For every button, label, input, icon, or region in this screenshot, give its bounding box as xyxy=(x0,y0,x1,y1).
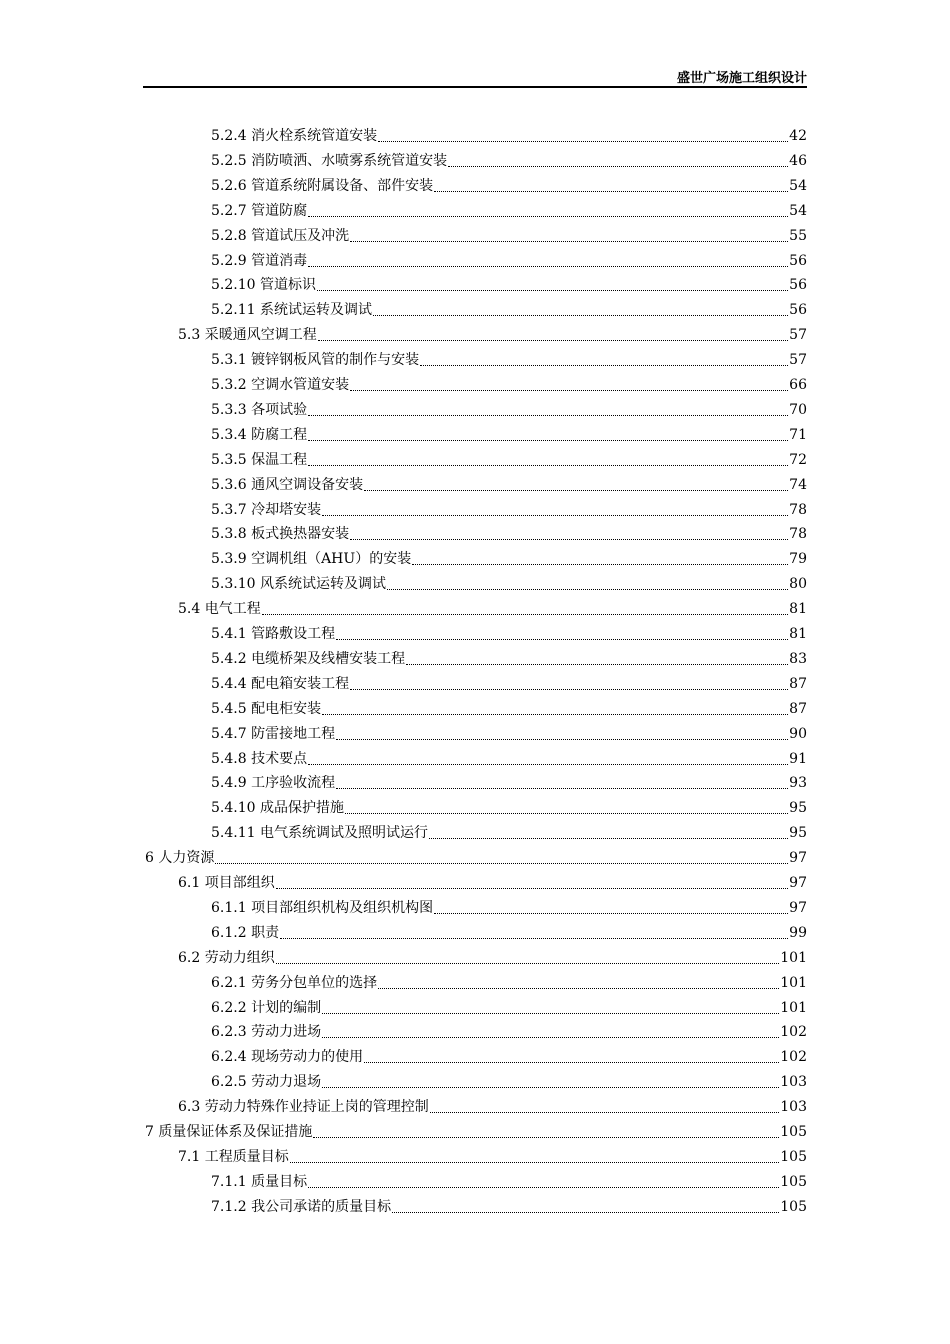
toc-entry-page-number: 101 xyxy=(780,974,807,991)
toc-entry-label: 6.2.5 劳动力退场 xyxy=(211,1074,322,1091)
toc-entry-page-number: 54 xyxy=(789,202,807,219)
dot-leader xyxy=(335,622,789,647)
toc-entry[interactable] xyxy=(211,1070,807,1095)
dot-leader xyxy=(363,473,789,498)
toc-entry-page-number: 101 xyxy=(780,949,807,966)
dot-leader xyxy=(307,249,789,274)
toc-entry-page-number: 91 xyxy=(789,750,807,767)
dot-leader xyxy=(447,149,789,174)
dot-leader xyxy=(307,1170,780,1195)
toc-entry-page-number: 103 xyxy=(780,1074,807,1091)
toc-entry[interactable] xyxy=(211,149,807,174)
toc-entry-label: 6.2.3 劳动力进场 xyxy=(211,1024,322,1041)
toc-entry[interactable] xyxy=(211,622,807,647)
toc-entry[interactable] xyxy=(211,996,807,1021)
toc-entry-label: 6.2.1 劳务分包单位的选择 xyxy=(211,974,378,991)
toc-entry[interactable] xyxy=(178,323,807,348)
toc-entry-page-number: 46 xyxy=(789,152,807,169)
toc-entry-label: 5.4.5 配电柜安装 xyxy=(211,700,322,717)
toc-entry-label: 5.4.10 成品保护措施 xyxy=(211,800,344,817)
toc-entry[interactable] xyxy=(211,722,807,747)
toc-entry[interactable] xyxy=(211,249,807,274)
toc-entry-label: 5.3.5 保温工程 xyxy=(211,451,308,468)
toc-entry-page-number: 102 xyxy=(780,1024,807,1041)
dot-leader xyxy=(411,547,789,572)
toc-entry-label: 6.2.4 现场劳动力的使用 xyxy=(211,1049,364,1066)
toc-entry[interactable] xyxy=(211,423,807,448)
toc-entry[interactable] xyxy=(178,1095,807,1120)
toc-entry-label: 6 人力资源 xyxy=(145,850,215,867)
toc-entry-page-number: 42 xyxy=(789,128,807,144)
dot-leader xyxy=(377,971,780,996)
dot-leader xyxy=(307,423,789,448)
toc-entry-page-number: 78 xyxy=(789,526,807,543)
toc-entry[interactable] xyxy=(211,448,807,473)
toc-entry-page-number: 95 xyxy=(789,825,807,842)
toc-entry[interactable] xyxy=(211,498,807,523)
toc-entry-page-number: 102 xyxy=(780,1049,807,1066)
toc-entry-page-number: 83 xyxy=(789,650,807,667)
toc-entry-label: 5.4.1 管路敷设工程 xyxy=(211,626,336,642)
toc-entry[interactable] xyxy=(211,896,807,921)
toc-entry-label: 6.1 项目部组织 xyxy=(178,875,275,891)
dot-leader xyxy=(307,448,789,473)
toc-entry[interactable] xyxy=(145,1120,807,1145)
toc-entry-label: 5.2.5 消防喷洒、水喷雾系统管道安装 xyxy=(211,152,448,169)
toc-entry-page-number: 66 xyxy=(789,377,807,393)
toc-entry-label: 5.3.3 各项试验 xyxy=(211,401,308,418)
toc-entry[interactable] xyxy=(211,398,807,423)
toc-entry-label: 5.2.8 管道试压及冲洗 xyxy=(211,227,350,244)
toc-entry[interactable] xyxy=(178,871,807,896)
dot-leader xyxy=(261,597,789,622)
dot-leader xyxy=(433,896,789,921)
toc-entry-label: 5.2.11 系统试运转及调试 xyxy=(211,302,372,319)
toc-entry[interactable] xyxy=(211,224,807,249)
dot-leader xyxy=(386,572,789,597)
toc-entry-page-number: 105 xyxy=(780,1148,807,1165)
toc-entry[interactable] xyxy=(211,373,807,398)
toc-entry-label: 5.3.4 防腐工程 xyxy=(211,426,308,443)
toc-entry-page-number: 87 xyxy=(789,700,807,717)
toc-entry[interactable] xyxy=(211,572,807,597)
toc-entry-label: 5.2.9 管道消毒 xyxy=(211,252,308,269)
dot-leader xyxy=(321,697,789,722)
dot-leader xyxy=(377,124,789,149)
toc-entry[interactable] xyxy=(211,199,807,224)
dot-leader xyxy=(419,348,789,373)
toc-entry[interactable] xyxy=(211,473,807,498)
dot-leader xyxy=(275,871,789,896)
dot-leader xyxy=(275,946,781,971)
toc-entry-page-number: 80 xyxy=(789,576,807,593)
toc-entry-label: 5.4.4 配电箱安装工程 xyxy=(211,675,350,692)
toc-entry[interactable] xyxy=(211,124,807,149)
toc-entry[interactable] xyxy=(211,771,807,796)
toc-entry-page-number: 103 xyxy=(780,1099,807,1116)
document-title: 盛世广场施工组织设计 xyxy=(676,71,807,86)
toc-entry[interactable] xyxy=(211,298,807,323)
dot-leader xyxy=(312,1120,780,1145)
toc-entry-label: 5.4.7 防雷接地工程 xyxy=(211,725,336,742)
toc-entry-page-number: 70 xyxy=(789,401,807,418)
toc-entry-label: 5.4 电气工程 xyxy=(178,601,261,618)
dot-leader xyxy=(321,1070,780,1095)
toc-entry-page-number: 57 xyxy=(789,327,807,344)
toc-entry-label: 6.1.1 项目部组织机构及组织机构图 xyxy=(211,899,434,916)
dot-leader xyxy=(363,1045,780,1070)
dot-leader xyxy=(405,647,789,672)
toc-entry[interactable] xyxy=(178,1145,807,1170)
dot-leader xyxy=(349,522,789,547)
dot-leader xyxy=(321,1020,780,1045)
dot-leader xyxy=(317,323,789,348)
toc-entry-label: 5.3.8 板式换热器安装 xyxy=(211,526,350,543)
toc-entry-page-number: 72 xyxy=(789,451,807,468)
toc-entry[interactable] xyxy=(211,1045,807,1070)
toc-entry-page-number: 54 xyxy=(789,177,807,194)
toc-entry[interactable] xyxy=(211,547,807,572)
toc-entry-label: 5.3.7 冷却塔安装 xyxy=(211,501,322,518)
toc-entry-page-number: 81 xyxy=(789,601,807,618)
toc-entry-page-number: 97 xyxy=(789,899,807,916)
toc-entry-page-number: 57 xyxy=(789,352,807,369)
toc-entry-label: 5.2.7 管道防腐 xyxy=(211,202,308,219)
dot-leader xyxy=(391,1195,780,1220)
dot-leader xyxy=(307,747,789,772)
toc-entry-page-number: 79 xyxy=(789,551,807,568)
toc-entry[interactable] xyxy=(211,522,807,547)
toc-entry[interactable] xyxy=(211,1020,807,1045)
toc-entry-label: 5.2.6 管道系统附属设备、部件安装 xyxy=(211,177,434,194)
toc-entry-label: 7.1 工程质量目标 xyxy=(178,1148,289,1165)
toc-entry-page-number: 74 xyxy=(789,476,807,493)
toc-entry-label: 6.3 劳动力特殊作业持证上岗的管理控制 xyxy=(178,1099,429,1116)
toc-entry[interactable] xyxy=(145,846,807,871)
toc-entry-label: 5.4.9 工序验收流程 xyxy=(211,775,336,792)
toc-entry-page-number: 90 xyxy=(789,725,807,742)
toc-entry-label: 7 质量保证体系及保证措施 xyxy=(145,1124,313,1140)
toc-entry-page-number: 97 xyxy=(789,875,807,891)
toc-entry[interactable] xyxy=(211,821,807,846)
toc-entry-label: 7.1.2 我公司承诺的质量目标 xyxy=(211,1198,392,1215)
dot-leader xyxy=(349,373,789,398)
toc-entry-page-number: 93 xyxy=(789,775,807,792)
toc-entry[interactable] xyxy=(211,174,807,199)
dot-leader xyxy=(321,996,780,1021)
toc-entry-label: 5.4.8 技术要点 xyxy=(211,750,308,767)
toc-entry-page-number: 95 xyxy=(789,800,807,817)
toc-entry-page-number: 105 xyxy=(780,1173,807,1190)
dot-leader xyxy=(433,174,789,199)
toc-entry-page-number: 101 xyxy=(780,999,807,1016)
dot-leader xyxy=(214,846,789,871)
toc-entry-page-number: 56 xyxy=(789,252,807,269)
toc-entry-label: 5.4.2 电缆桥架及线槽安装工程 xyxy=(211,650,406,667)
dot-leader xyxy=(307,199,789,224)
toc-entry-page-number: 105 xyxy=(780,1124,807,1140)
toc-entry-label: 6.1.2 职责 xyxy=(211,924,280,941)
dot-leader xyxy=(335,722,789,747)
toc-entry-page-number: 56 xyxy=(789,302,807,319)
toc-entry[interactable] xyxy=(178,597,807,622)
toc-entry-label: 6.2 劳动力组织 xyxy=(178,949,275,966)
toc-entry-label: 5.3.9 空调机组（AHU）的安装 xyxy=(211,551,412,568)
dot-leader xyxy=(349,672,789,697)
toc-entry[interactable] xyxy=(211,273,807,298)
toc-entry-page-number: 99 xyxy=(789,924,807,941)
dot-leader xyxy=(335,771,789,796)
toc-entry[interactable] xyxy=(211,1195,807,1220)
toc-entry-label: 5.3.1 镀锌钢板风管的制作与安装 xyxy=(211,352,420,369)
toc-entry-label: 5.2.4 消火栓系统管道安装 xyxy=(211,128,378,144)
toc-entry-page-number: 105 xyxy=(780,1198,807,1215)
toc-entry[interactable] xyxy=(211,921,807,946)
toc-entry[interactable] xyxy=(211,672,807,697)
dot-leader xyxy=(372,298,789,323)
dot-leader xyxy=(279,921,789,946)
dot-leader xyxy=(316,273,789,298)
toc-entry-label: 5.3 采暖通风空调工程 xyxy=(178,327,317,344)
toc-entry-label: 6.2.2 计划的编制 xyxy=(211,999,322,1016)
dot-leader xyxy=(307,398,789,423)
toc-entry-page-number: 56 xyxy=(789,277,807,294)
toc-entry-page-number: 78 xyxy=(789,501,807,518)
toc-entry-page-number: 55 xyxy=(789,227,807,244)
dot-leader xyxy=(429,1095,781,1120)
toc-entry-page-number: 81 xyxy=(789,626,807,642)
toc-entry[interactable] xyxy=(178,946,807,971)
dot-leader xyxy=(321,498,789,523)
toc-entry[interactable] xyxy=(211,1170,807,1195)
toc-entry-label: 5.2.10 管道标识 xyxy=(211,277,316,294)
toc-entry[interactable] xyxy=(211,348,807,373)
page-header xyxy=(143,64,807,88)
toc-entry-page-number: 71 xyxy=(789,426,807,443)
toc-entry-label: 7.1.1 质量目标 xyxy=(211,1173,308,1190)
toc-entry-label: 5.4.11 电气系统调试及照明试运行 xyxy=(211,825,428,842)
toc-entry-page-number: 97 xyxy=(789,850,807,867)
toc-entry-page-number: 87 xyxy=(789,675,807,692)
toc-entry-label: 5.3.2 空调水管道安装 xyxy=(211,377,350,393)
dot-leader xyxy=(428,821,789,846)
toc-entry-label: 5.3.10 风系统试运转及调试 xyxy=(211,576,386,593)
toc-entry[interactable] xyxy=(211,747,807,772)
toc-entry[interactable] xyxy=(211,971,807,996)
toc-entry[interactable] xyxy=(211,647,807,672)
toc-entry-label: 5.3.6 通风空调设备安装 xyxy=(211,476,364,493)
dot-leader xyxy=(344,796,789,821)
dot-leader xyxy=(349,224,789,249)
dot-leader xyxy=(289,1145,781,1170)
toc-entry[interactable] xyxy=(211,697,807,722)
toc-entry[interactable] xyxy=(211,796,807,821)
